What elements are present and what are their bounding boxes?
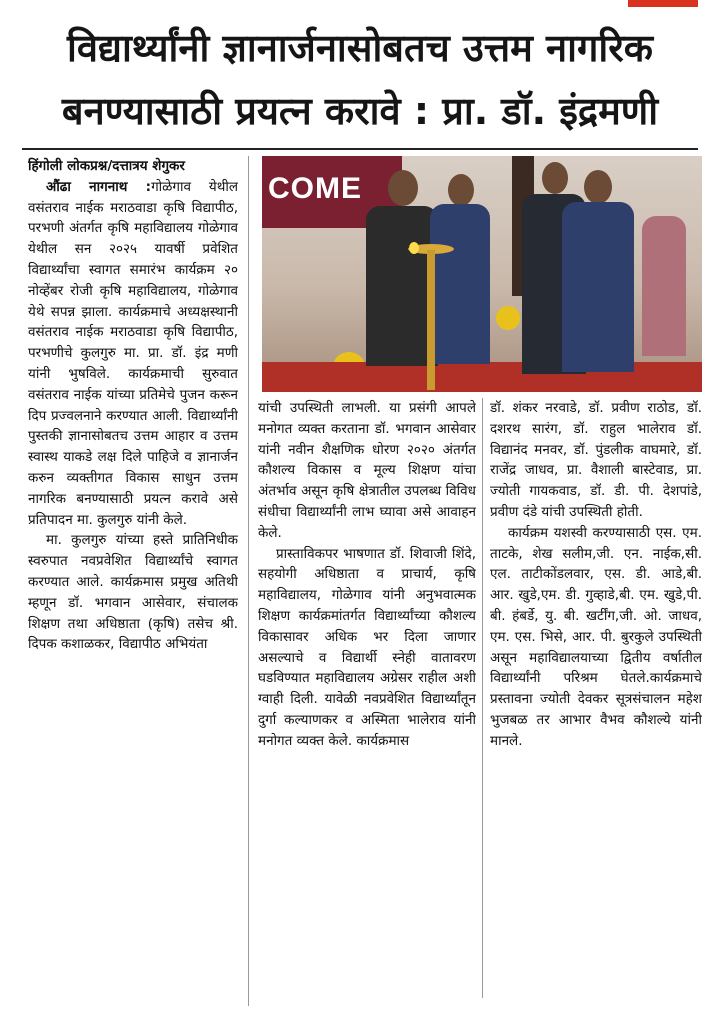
event-photo (262, 156, 702, 392)
column-divider-2 (482, 398, 483, 998)
person-head (584, 170, 612, 204)
article-paragraph-6: कार्यक्रम यशस्वी करण्यासाठी एस. एम. ताटके, शेख सलीम,जी. एन. नाईक,सी. एल. ताटीकोंडलवार, एस. डी. आडे,बी. आर. खुडे,एम. डी. गुव्हाडे,बी. एम. खुडे,पी. बी. हंबर्डे, यु. बी. खर्टींग,जी. ओ. जाधव, एम. एस. भिसे, आर. पी. बुरकुले उपस्थिती असून महाविद्यालयाच्या द्वितीय वर्षातील विद्यार्थ्यांनी परिश्रम घेतले.कार्यक्रमाचे प्रस्तावना ज्योती देवकर सूत्रसंचालन महेश भुजबळ तर आभार वैभव कौशल्ये यांनी मानले. (490, 524, 702, 749)
banner-text: COME (268, 172, 362, 205)
article-paragraph-5: डॉ. शंकर नरवाडे, डॉ. प्रवीण राठोड, डॉ. दशरथ सारंग, डॉ. राहुल भालेराव डॉ. विद्यानंद मनवर, डॉ. पुंडलीक वाघमारे, डॉ. राजेंद्र जाधव, प्रा. वैशाली बास्टेवाड, प्रा. ज्योती गायकवाड, डॉ. डी. पी. देशपांडे, प्रवीण दंडे यांची उपस्थिती होती. (490, 400, 702, 520)
lamp-stand (427, 250, 435, 390)
headline-line-1: विद्यार्थ्यांनी ज्ञानार्जनासोबतच उत्तम नागरिक (67, 26, 653, 70)
person-body (642, 216, 686, 356)
masthead-accent-bar (628, 0, 698, 7)
byline: हिंगोली लोकप्रश्न/दत्तात्रय शेगुकर (28, 158, 185, 174)
flame-icon (409, 242, 419, 254)
article-paragraph-4: प्रास्ताविकपर भाषणात डॉ. शिवाजी शिंदे, सहयोगी अधिष्ठाता व प्राचार्य, कृषि महाविद्यालय, गोळेगाव यांनी अनुभवात्मक शिक्षण कार्यक्रमांतर्गत विद्यार्थ्यांच्या कौशल्य विकासावर अधिक भर दिला जाणार असल्याचे व विद्यार्थी स्नेही वातावरण घडविण्यात महाविद्यालय अग्रेसर राहील अशी ग्वाही दिली. यावेळी नवप्रवेशित विद्यार्थ्यांतून दुर्गा कल्याणकर व अस्मिता भालेराव यांनी मनोगत व्यक्त केले. कार्यक्रमास (258, 545, 476, 749)
photo-balloon (496, 306, 520, 330)
article-column-1 (28, 156, 238, 1006)
paragraph-1-text: गोळेगाव येथील वसंतराव नाईक मराठवाडा कृषि विद्यापीठ, परभणी अंतर्गत कृषि महाविद्यालय गोळेगाव येथील सन २०२५ यावर्षी प्रवेशित विद्यार्थ्यांचा स्वागत समारंभ कार्यक्रम २० नोव्हेंबर रोजी कृषि महाविद्यालय, गोळेगाव येथे सपन्न झाला. कार्यक्रमाचे अध्यक्षस्थानी वसंतराव नाईक मराठवाडा कृषि विद्यापीठ, परभणीचे कुलगुरु मा. प्रा. डॉ. इंद्र मणी यांनी भुषविले. कार्यक्रमाची सुरुवात वसंतराव नाईक यांच्या प्रतिमेचे पुजन करून दिप प्रज्वलनाने करण्यात आली. विद्यार्थ्यांनी पुस्तकी ज्ञानासोबतच उत्तम आहार व उत्तम स्वास्थ याकडे लक्ष दिले पाहिजे व ज्ञानार्जन करुन व्यक्तीगत विकास साधुन उत्तम नागरिक बनण्यासाठी प्रयत्न करावे असे प्रतिपादन मा. कुलगुरु यांनी केले. (28, 178, 238, 528)
article-paragraph-2: मा. कुलगुरु यांच्या हस्ते प्रातिनिधीक स्वरुपात नवप्रवेशित विद्यार्थ्यांचे स्वागत करण्यात आले. कार्यक्रमास प्रमुख अतिथी म्हणून डॉ. भगवान आसेवार, संचालक शिक्षण तथा अधिष्ठाता (कृषि) तसेच श्री. दिपक कशाळकर, विद्यापीठ अभियंता (28, 532, 238, 653)
article-paragraph-3: यांची उपस्थिती लाभली. या प्रसंगी आपले मनोगत व्यक्त करताना डॉ. भगवान आसेवार यांनी नवीन शैक्षणिक धोरण २०२० अंतर्गत कौशल्य विकास व मूल्य शिक्षण यांचा अंतर्भाव असून कृषि क्षेत्रातील उपलब्ध विविध संधीचा विद्यार्थ्यांनी लाभ घ्यावा असे आवाहन केले. (258, 400, 476, 541)
person-head (542, 162, 568, 194)
person-head (448, 174, 474, 206)
headline-line-2: बनण्यासाठी प्रयत्न करावे : प्रा. डॉ. इंद्रमणी (61, 89, 659, 133)
column-divider-1 (248, 156, 249, 1006)
photo-stage (262, 362, 702, 392)
article-column-2 (258, 398, 476, 998)
headline-rule (22, 148, 698, 150)
person-head (388, 170, 418, 206)
article-column-3 (490, 398, 702, 998)
person-body (430, 204, 490, 364)
dateline-place: औंढा नागनाथ : (46, 178, 152, 195)
article-paragraph-1 (28, 177, 238, 531)
person-body (562, 202, 634, 372)
